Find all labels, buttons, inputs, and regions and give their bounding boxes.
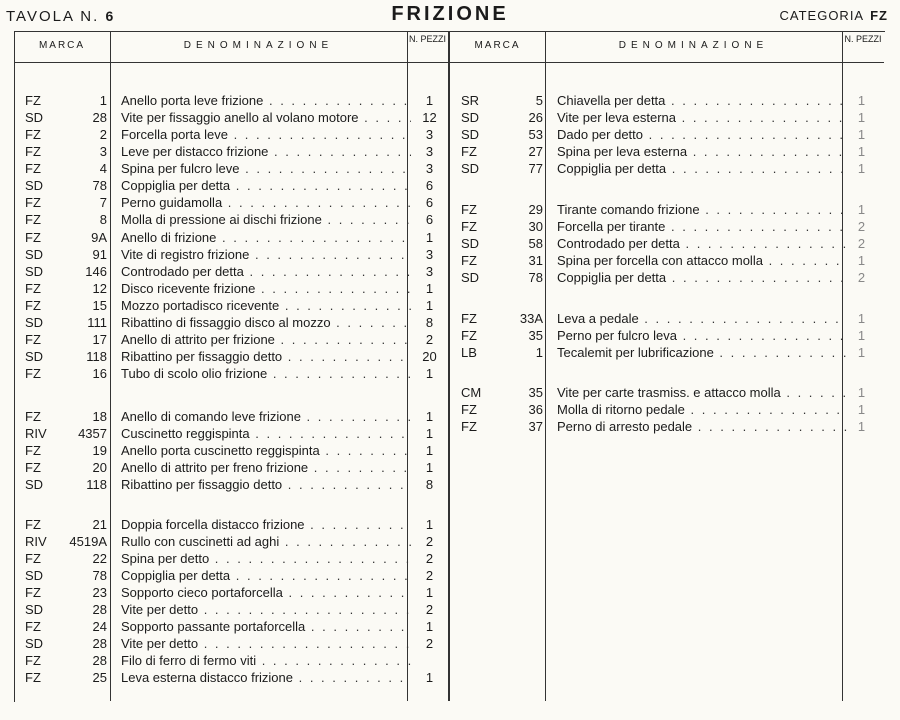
- number-cell: 7: [99, 195, 107, 210]
- number-cell: 26: [528, 110, 543, 125]
- pezzi-cell: 1: [425, 230, 434, 245]
- denominazione-cell: Molla di pressione ai dischi frizione . . .: [121, 211, 411, 228]
- number-cell: 36: [528, 402, 543, 417]
- number-cell: 1: [535, 345, 543, 360]
- pezzi-cell: 1: [425, 281, 434, 296]
- page-title: FRIZIONE: [391, 3, 509, 25]
- denominazione-cell: Spina per forcella con attacco molla . . .: [557, 252, 847, 269]
- marca-cell: SD: [25, 178, 44, 193]
- denominazione-cell: Disco ricevente frizione . . .: [121, 280, 411, 297]
- pezzi-cell: 1: [425, 517, 434, 532]
- number-cell: 28: [92, 636, 107, 651]
- pezzi-cell: 3: [425, 144, 434, 159]
- denominazione-cell: Coppiglia per detta . . .: [121, 177, 411, 194]
- number-cell: 53: [528, 127, 543, 142]
- denominazione-cell: Forcella porta leve . . .: [121, 126, 411, 143]
- marca-cell: SR: [461, 93, 480, 108]
- number-cell: 28: [92, 110, 107, 125]
- marca-cell: RIV: [25, 534, 47, 549]
- denominazione-cell: Ribattino per fissaggio detto . . .: [121, 476, 411, 493]
- number-cell: 28: [92, 602, 107, 617]
- marca-cell: FZ: [25, 551, 41, 566]
- marca-cell: SD: [461, 270, 480, 285]
- marca-cell: SD: [25, 602, 44, 617]
- categoria-text: CATEGORIA: [779, 8, 865, 23]
- pezzi-cell: 1: [857, 253, 866, 268]
- header-rule-right: [450, 62, 884, 63]
- pezzi-cell: 1: [425, 93, 434, 108]
- denominazione-cell: Rullo con cuscinetti ad aghi . . .: [121, 533, 411, 550]
- marca-cell: FZ: [25, 619, 41, 634]
- number-cell: 15: [92, 298, 107, 313]
- number-cell: 78: [92, 178, 107, 193]
- marca-cell: SD: [25, 568, 44, 583]
- denominazione-cell: Tirante comando frizione . . .: [557, 201, 847, 218]
- pezzi-cell: 1: [425, 460, 434, 475]
- number-cell: 16: [92, 366, 107, 381]
- tavola-text: TAVOLA N.: [6, 8, 100, 25]
- number-cell: 19: [92, 443, 107, 458]
- denominazione-cell: Vite per detto . . .: [121, 635, 411, 652]
- number-cell: 118: [86, 477, 107, 492]
- col-denominazione-left: DENOMINAZIONE: [183, 40, 334, 51]
- marca-cell: FZ: [25, 144, 41, 159]
- marca-cell: FZ: [461, 253, 477, 268]
- denominazione-cell: Chiavella per detta . . .: [557, 92, 847, 109]
- number-cell: 1: [99, 93, 107, 108]
- pezzi-cell: 1: [857, 385, 866, 400]
- denominazione-cell: Spina per fulcro leve . . .: [121, 160, 411, 177]
- denominazione-cell: Vite per detto . . .: [121, 601, 411, 618]
- number-cell: 4: [99, 161, 107, 176]
- denominazione-cell: Sopporto passante portaforcella . . .: [121, 618, 411, 635]
- divider-left-marca: [110, 31, 111, 701]
- number-cell: 25: [92, 670, 107, 685]
- marca-cell: FZ: [461, 402, 477, 417]
- denominazione-cell: Anello porta cuscinetto reggispinta . . .: [121, 442, 411, 459]
- denominazione-cell: Anello di comando leve frizione . . .: [121, 408, 411, 425]
- number-cell: 3: [99, 144, 107, 159]
- pezzi-cell: 6: [425, 178, 434, 193]
- number-cell: 24: [92, 619, 107, 634]
- marca-cell: FZ: [25, 460, 41, 475]
- marca-cell: FZ: [25, 298, 41, 313]
- denominazione-cell: Perno di arresto pedale . . .: [557, 418, 847, 435]
- marca-cell: CM: [461, 385, 482, 400]
- denominazione-cell: Anello di frizione . . .: [121, 229, 411, 246]
- marca-cell: SD: [461, 161, 480, 176]
- pezzi-cell: 1: [425, 585, 434, 600]
- pezzi-cell: 2: [425, 636, 434, 651]
- categoria-label: [780, 8, 889, 23]
- number-cell: 31: [528, 253, 543, 268]
- marca-cell: FZ: [25, 332, 41, 347]
- pezzi-cell: 2: [425, 551, 434, 566]
- denominazione-cell: Controdado per detta . . .: [557, 235, 847, 252]
- pezzi-cell: 3: [425, 161, 434, 176]
- marca-cell: LB: [461, 345, 477, 360]
- tavola-number: 6: [105, 8, 116, 24]
- denominazione-cell: Mozzo portadisco ricevente . . .: [121, 297, 411, 314]
- denominazione-cell: Perno per fulcro leva . . .: [557, 327, 847, 344]
- marca-cell: FZ: [25, 230, 41, 245]
- denominazione-cell: Dado per detto . . .: [557, 126, 847, 143]
- divider-right-marca: [545, 31, 546, 701]
- marca-cell: FZ: [25, 195, 41, 210]
- pezzi-cell: 1: [425, 366, 434, 381]
- number-cell: 18: [92, 409, 107, 424]
- pezzi-cell: 8: [425, 315, 434, 330]
- marca-cell: FZ: [25, 281, 41, 296]
- number-cell: 37: [528, 419, 543, 434]
- col-npezzi-left: N. PEZZI: [408, 34, 446, 44]
- denominazione-cell: Coppiglia per detta . . .: [557, 269, 847, 286]
- pezzi-cell: 6: [425, 212, 434, 227]
- col-marca-right: MARCA: [474, 40, 521, 51]
- marca-cell: SD: [25, 247, 44, 262]
- number-cell: 35: [528, 328, 543, 343]
- denominazione-cell: Coppiglia per detta . . .: [557, 160, 847, 177]
- marca-cell: FZ: [25, 212, 41, 227]
- pezzi-cell: 1: [857, 402, 866, 417]
- number-cell: 35: [528, 385, 543, 400]
- marca-cell: FZ: [461, 311, 477, 326]
- number-cell: 17: [92, 332, 107, 347]
- denominazione-cell: Perno guidamolla . . .: [121, 194, 411, 211]
- denominazione-cell: Ribattino di fissaggio disco al mozzo . . .: [121, 314, 411, 331]
- pezzi-cell: 3: [425, 247, 434, 262]
- number-cell: 78: [92, 568, 107, 583]
- divider-center: [448, 31, 450, 701]
- pezzi-cell: 1: [425, 670, 434, 685]
- number-cell: 28: [92, 653, 107, 668]
- marca-cell: SD: [25, 110, 44, 125]
- marca-cell: FZ: [25, 409, 41, 424]
- marca-cell: FZ: [461, 219, 477, 234]
- pezzi-cell: 2: [425, 332, 434, 347]
- denominazione-cell: Leva esterna distacco frizione . . .: [121, 669, 411, 686]
- number-cell: 21: [92, 517, 107, 532]
- pezzi-cell: 1: [857, 144, 866, 159]
- pezzi-cell: 1: [857, 419, 866, 434]
- denominazione-cell: Filo di ferro di fermo viti . . .: [121, 652, 411, 669]
- marca-cell: SD: [461, 110, 480, 125]
- pezzi-cell: 1: [857, 328, 866, 343]
- number-cell: 27: [528, 144, 543, 159]
- page-header: [0, 0, 900, 30]
- denominazione-cell: Tecalemit per lubrificazione . . .: [557, 344, 847, 361]
- number-cell: 77: [528, 161, 543, 176]
- marca-cell: FZ: [461, 202, 477, 217]
- marca-cell: FZ: [25, 127, 41, 142]
- denominazione-cell: Doppia forcella distacco frizione . . .: [121, 516, 411, 533]
- pezzi-cell: 2: [425, 534, 434, 549]
- pezzi-cell: 12: [422, 110, 437, 125]
- denominazione-cell: Spina per detto . . .: [121, 550, 411, 567]
- denominazione-cell: Ribattino per fissaggio detto . . .: [121, 348, 411, 365]
- pezzi-cell: 1: [425, 298, 434, 313]
- pezzi-cell: 3: [425, 264, 434, 279]
- denominazione-cell: Forcella per tirante . . .: [557, 218, 847, 235]
- number-cell: 23: [92, 585, 107, 600]
- pezzi-cell: 6: [425, 195, 434, 210]
- denominazione-cell: Anello porta leve frizione . . .: [121, 92, 411, 109]
- number-cell: 4519A: [69, 534, 107, 549]
- marca-cell: FZ: [25, 443, 41, 458]
- pezzi-cell: 1: [425, 409, 434, 424]
- number-cell: 91: [92, 247, 107, 262]
- number-cell: 78: [528, 270, 543, 285]
- col-npezzi-right: N. PEZZI: [844, 34, 882, 44]
- col-denominazione-right: DENOMINAZIONE: [618, 40, 769, 51]
- marca-cell: FZ: [461, 144, 477, 159]
- denominazione-cell: Leva a pedale . . .: [557, 310, 847, 327]
- number-cell: 29: [528, 202, 543, 217]
- denominazione-cell: Spina per leva esterna . . .: [557, 143, 847, 160]
- pezzi-cell: 1: [857, 93, 866, 108]
- denominazione-cell: Controdado per detta . . .: [121, 263, 411, 280]
- denominazione-cell: Sopporto cieco portaforcella . . .: [121, 584, 411, 601]
- pezzi-cell: 8: [425, 477, 434, 492]
- marca-cell: FZ: [25, 585, 41, 600]
- pezzi-cell: 20: [422, 349, 437, 364]
- marca-cell: SD: [25, 264, 44, 279]
- marca-cell: SD: [25, 315, 44, 330]
- marca-cell: FZ: [461, 328, 477, 343]
- marca-cell: SD: [25, 636, 44, 651]
- marca-cell: FZ: [25, 93, 41, 108]
- number-cell: 22: [92, 551, 107, 566]
- denominazione-cell: Vite per leva esterna . . .: [557, 109, 847, 126]
- pezzi-cell: 2: [857, 219, 866, 234]
- marca-cell: FZ: [25, 366, 41, 381]
- marca-cell: SD: [25, 349, 44, 364]
- pezzi-cell: 1: [425, 619, 434, 634]
- pezzi-cell: 2: [425, 602, 434, 617]
- denominazione-cell: Vite per fissaggio anello al volano motore . . .: [121, 109, 411, 126]
- denominazione-cell: Molla di ritorno pedale . . .: [557, 401, 847, 418]
- denominazione-cell: Anello di attrito per frizione . . .: [121, 331, 411, 348]
- denominazione-cell: Vite di registro frizione . . .: [121, 246, 411, 263]
- pezzi-cell: 1: [857, 127, 866, 142]
- marca-cell: FZ: [25, 161, 41, 176]
- pezzi-cell: 1: [857, 202, 866, 217]
- number-cell: 12: [92, 281, 107, 296]
- header-rule-left: [14, 62, 448, 63]
- pezzi-cell: 1: [857, 110, 866, 125]
- number-cell: 2: [99, 127, 107, 142]
- denominazione-cell: Vite per carte trasmiss. e attacco molla . . .: [557, 384, 847, 401]
- marca-cell: SD: [461, 236, 480, 251]
- marca-cell: RIV: [25, 426, 47, 441]
- pezzi-cell: 2: [857, 270, 866, 285]
- pezzi-cell: 3: [425, 127, 434, 142]
- denominazione-cell: Leve per distacco frizione . . .: [121, 143, 411, 160]
- col-marca-left: MARCA: [38, 40, 86, 51]
- pezzi-cell: 1: [857, 161, 866, 176]
- number-cell: 30: [528, 219, 543, 234]
- denominazione-cell: Anello di attrito per freno frizione . . .: [121, 459, 411, 476]
- number-cell: 20: [92, 460, 107, 475]
- marca-cell: FZ: [25, 653, 41, 668]
- denominazione-cell: Coppiglia per detta . . .: [121, 567, 411, 584]
- number-cell: 4357: [78, 426, 107, 441]
- marca-cell: SD: [25, 477, 44, 492]
- pezzi-cell: 2: [857, 236, 866, 251]
- number-cell: 58: [528, 236, 543, 251]
- number-cell: 9A: [91, 230, 107, 245]
- number-cell: 118: [86, 349, 107, 364]
- marca-cell: FZ: [461, 419, 477, 434]
- denominazione-cell: Tubo di scolo olio frizione . . .: [121, 365, 411, 382]
- marca-cell: FZ: [25, 517, 41, 532]
- denominazione-cell: Cuscinetto reggispinta . . .: [121, 425, 411, 442]
- pezzi-cell: 1: [425, 426, 434, 441]
- pezzi-cell: 1: [857, 311, 866, 326]
- categoria-code: FZ: [870, 8, 888, 23]
- marca-cell: SD: [461, 127, 480, 142]
- number-cell: 8: [99, 212, 107, 227]
- pezzi-cell: 2: [425, 568, 434, 583]
- number-cell: 33A: [519, 311, 543, 326]
- number-cell: 5: [535, 93, 543, 108]
- pezzi-cell: 1: [425, 443, 434, 458]
- number-cell: 111: [87, 315, 107, 330]
- marca-cell: FZ: [25, 670, 41, 685]
- number-cell: 146: [85, 264, 107, 279]
- pezzi-cell: 1: [857, 345, 866, 360]
